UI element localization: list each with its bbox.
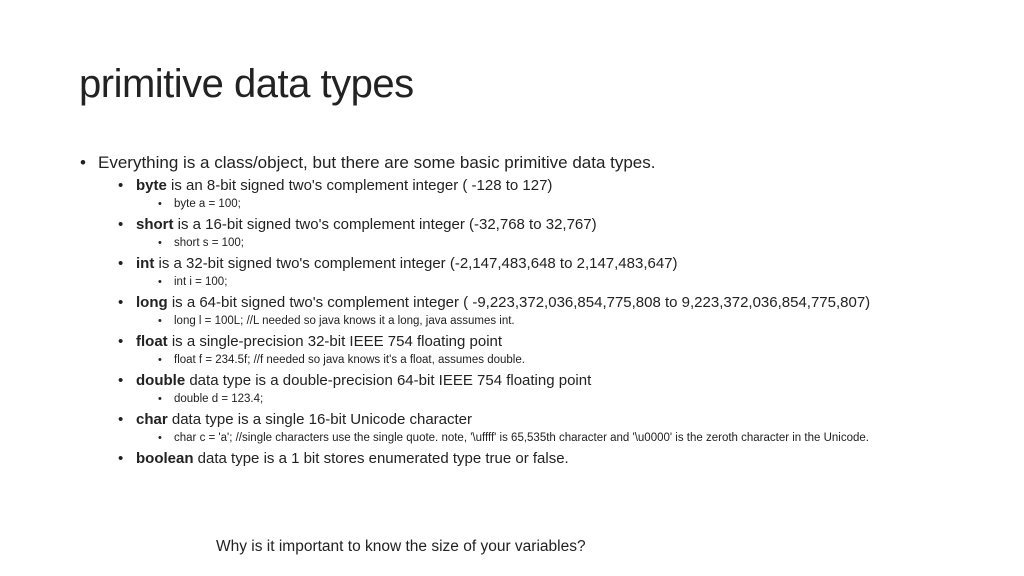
footer-question: Why is it important to know the size of your variables?: [216, 538, 586, 555]
example-code: short s = 100;: [174, 237, 244, 249]
bullet-list: [78, 152, 958, 468]
type-description: is an 8-bit signed two's complement integer ( -128 to 127): [166, 177, 553, 194]
type-keyword: boolean: [136, 450, 194, 467]
type-item-boolean: [78, 449, 958, 468]
bullet-dot-icon: •: [118, 372, 124, 389]
type-description: is a single-precision 32-bit IEEE 754 floating point: [167, 333, 503, 350]
type-example-int: [78, 276, 958, 289]
type-example-float: [78, 354, 958, 367]
bullet-dot-icon: •: [118, 411, 124, 428]
type-item-float: [78, 332, 958, 351]
type-item-byte: [78, 176, 958, 195]
type-example-long: [78, 315, 958, 328]
bullet-dot-icon: •: [118, 255, 124, 272]
type-example-short: [78, 237, 958, 250]
type-description: data type is a single 16-bit Unicode character: [167, 411, 473, 428]
bullet-dot-icon: •: [118, 450, 124, 467]
type-item-int: [78, 254, 958, 273]
type-item-short: [78, 215, 958, 234]
bullet-dot-icon: •: [118, 177, 124, 194]
example-code: long l = 100L; //L needed so java knows it a long, java assumes int.: [174, 315, 515, 327]
example-code: byte a = 100;: [174, 198, 241, 210]
type-example-char: [78, 432, 958, 445]
bullet-dot-icon: •: [158, 315, 162, 327]
type-keyword: int: [136, 255, 155, 272]
bullet-dot-icon: •: [118, 216, 124, 233]
type-example-double: [78, 393, 958, 406]
type-description: data type is a double-precision 64-bit IEEE 754 floating point: [185, 372, 592, 389]
type-item-long: [78, 293, 958, 312]
type-description: is a 64-bit signed two's complement integer ( -9,223,372,036,854,775,808 to 9,223,372,036,854,775,807): [167, 294, 871, 311]
bullet-dot-icon: •: [158, 432, 162, 444]
type-keyword: double: [136, 372, 186, 389]
type-item-char: [78, 410, 958, 429]
bullet-dot-icon: •: [158, 198, 162, 210]
bullet-dot-icon: •: [80, 153, 86, 172]
type-description: is a 32-bit signed two's complement integer (-2,147,483,648 to 2,147,483,647): [154, 255, 678, 272]
type-keyword: long: [136, 294, 168, 311]
type-keyword: float: [136, 333, 168, 350]
intro-bullet: [78, 152, 958, 174]
type-description: data type is a 1 bit stores enumerated type true or false.: [193, 450, 569, 467]
type-example-byte: [78, 198, 958, 211]
bullet-dot-icon: •: [158, 354, 162, 366]
example-code: float f = 234.5f; //f needed so java knows it's a float, assumes double.: [174, 354, 525, 366]
example-code: char c = 'a'; //single characters use the single quote. note, '\uffff' is 65,535th character and '\u0000' is the zeroth character in the Unicode.: [174, 432, 869, 444]
example-code: double d = 123.4;: [174, 393, 264, 405]
intro-text: Everything is a class/object, but there are some basic primitive data types.: [98, 153, 656, 172]
bullet-dot-icon: •: [118, 294, 124, 311]
type-item-double: [78, 371, 958, 390]
type-description: is a 16-bit signed two's complement integer (-32,768 to 32,767): [173, 216, 597, 233]
type-keyword: byte: [136, 177, 167, 194]
example-code: int i = 100;: [174, 276, 228, 288]
slide-title: primitive data types: [79, 62, 414, 106]
type-keyword: char: [136, 411, 168, 428]
bullet-dot-icon: •: [158, 393, 162, 405]
bullet-dot-icon: •: [158, 237, 162, 249]
type-keyword: short: [136, 216, 174, 233]
type-list: [78, 176, 958, 468]
bullet-dot-icon: •: [118, 333, 124, 350]
bullet-dot-icon: •: [158, 276, 162, 288]
